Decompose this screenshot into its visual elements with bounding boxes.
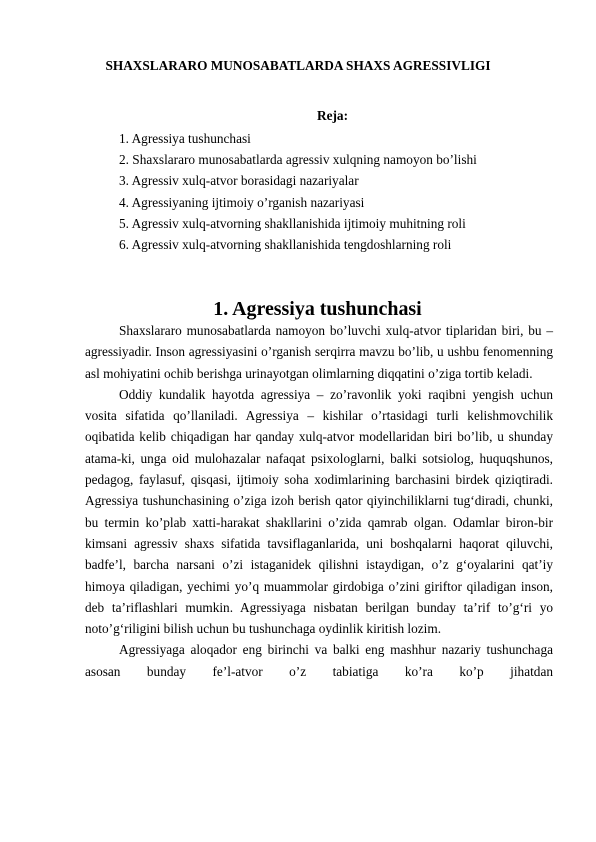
body-text: [85, 320, 553, 682]
plan-heading: Reja:: [316, 108, 348, 123]
plan-item: 1. Agressiya tushunchasi: [119, 131, 251, 146]
section-heading: 1. Agressiya tushunchasi: [213, 298, 422, 320]
plan-item: 4. Agressiyaning ijtimoiy o’rganish nazariyasi: [119, 194, 365, 210]
plan-item: 6. Agressiv xulq-atvorning shakllanishida tengdoshlarning roli: [119, 236, 452, 252]
paragraph: Oddiy kundalik hayotda agressiya – zo’ravonlik yoki raqibni yengish uchun vosita sifatida qo’llaniladi. Agressiya – kishilar o’rtasidagi turli kelishmovchilik oqibatida kelib chiqadigan har qanday xulq-atvor modellaridan biri bo’lib, u shunday atama-ki, unga oid mulohazalar nafaqat psixologlarni, balki sotsiolog, huquqshunos, pedagog, faylasuf, qisqasi, ijtimoiy soha xodimlarining barchasini birdek qiziqtiradi. Agressiya tushunchasining o’ziga izoh berish qator qiyinchiliklarni tug‘diradi, chunki, bu termin ko’plab xatti-harakat shakllarini o’zida qamrab olgan. Odamlar biron-bir kimsani agressiv shaxs sifatida tavsiflaganlarida, uni boshqalarni haqorat qiluvchi, badfe’l, barcha narsani o’zi istaganidek qilishni istaydigan, o’z g‘oyalarini qat’iy himoya qiladigan, yechimi yo’q muammolar girdobiga o’zini giriftor qiladigan inson, deb ta’riflashlari mumkin. Agressiyaga nisbatan berilgan bunday ta’rif to’g‘ri yo noto’g‘riligini bilish uchun bu tushunchaga oydinlik kiritish lozim.: [85, 386, 553, 637]
plan-list: [119, 128, 477, 255]
plan-item: 5. Agressiv xulq-atvorning shakllanishida ijtimoiy muhitning roli: [119, 215, 466, 231]
paragraph: Shaxslararo munosabatlarda namoyon bo’luvchi xulq-atvor tiplaridan biri, bu – agressiyadir. Inson agressiyasini o’rganish serqirra mavzu bo’lib, u ushbu fenomenning asl mohiyatini ochib berishga urinayotgan olimlarning diqqatini o’ziga tortib keladi.: [85, 323, 553, 381]
paragraph: Agressiyaga aloqador eng birinchi va balki eng mashhur nazariy tushunchaga asosan bunday fe’l-atvor o’z tabiatiga ko’ra ko’p jihatdan: [85, 642, 553, 679]
plan-item: 3. Agressiv xulq-atvor borasidagi nazariyalar: [119, 173, 359, 189]
plan-item: 2. Shaxslararo munosabatlarda agressiv xulqning namoyon bo’lishi: [119, 152, 477, 168]
document-title: SHAXSLARARO MUNOSABATLARDA SHAXS AGRESSIVLIGI: [105, 58, 491, 73]
